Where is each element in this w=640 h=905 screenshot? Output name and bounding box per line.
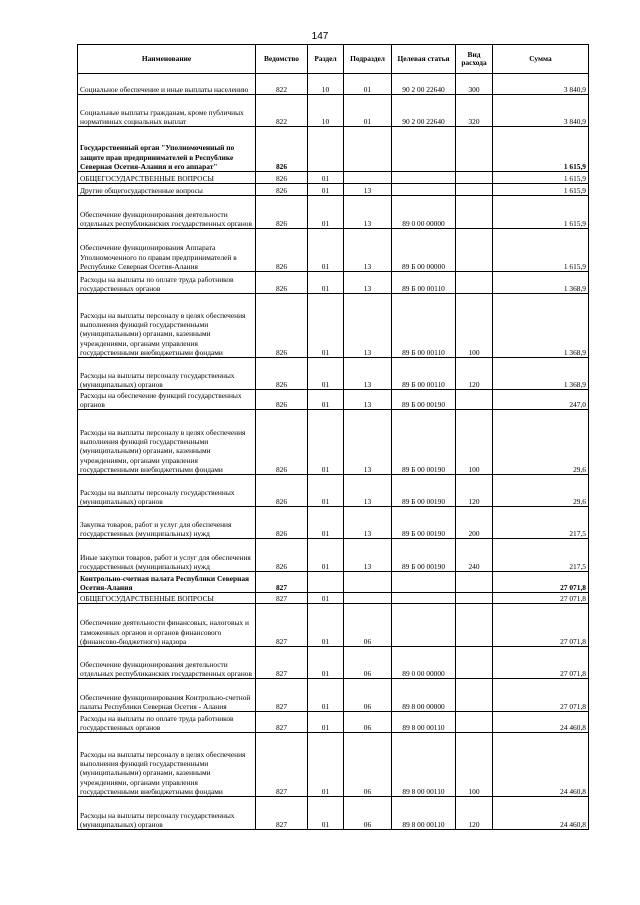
row-expense-type-cell: 200: [456, 507, 493, 539]
header-department: Ведомство: [256, 45, 308, 74]
row-subsection-cell: 13: [344, 272, 392, 294]
table-row: [78, 604, 589, 647]
row-amount-cell: 247,0: [493, 390, 589, 410]
row-department-cell: 827: [256, 604, 308, 647]
row-department-cell: 826: [256, 127, 308, 172]
row-department-cell: 826: [256, 196, 308, 229]
row-department-cell: 826: [256, 172, 308, 184]
row-name-cell: Закупка товаров, работ и услуг для обеспечения государственных (муниципальных) нужд: [78, 507, 256, 539]
row-target-item-cell: 89 Б 00 00110: [392, 358, 456, 390]
row-expense-type-cell: 100: [456, 410, 493, 475]
row-target-item-cell: 89 Б 00 00190: [392, 539, 456, 572]
row-name-cell: Расходы на выплаты персоналу государственных (муниципальных) органов: [78, 475, 256, 507]
row-target-item-cell: [392, 572, 456, 593]
row-subsection-cell: 13: [344, 184, 392, 196]
row-department-cell: 826: [256, 229, 308, 272]
row-subsection-cell: 13: [344, 358, 392, 390]
row-amount-cell: 1 368,9: [493, 294, 589, 358]
row-amount-cell: 1 615,9: [493, 184, 589, 196]
row-amount-cell: 24 460,8: [493, 797, 589, 830]
row-name-cell: Обеспечение функционирования Аппарата Уполномоченного по правам предпринимателей в Республике Северная Осетия-Алания: [78, 229, 256, 272]
row-amount-cell: 3 840,9: [493, 74, 589, 95]
row-expense-type-cell: 320: [456, 95, 493, 127]
row-department-cell: 826: [256, 475, 308, 507]
row-amount-cell: 24 460,8: [493, 712, 589, 733]
row-name-cell: Расходы на выплаты персоналу государственных (муниципальных) органов: [78, 358, 256, 390]
row-section-cell: 01: [308, 712, 344, 733]
row-name-cell: Социальное обеспечение и иные выплаты населению: [78, 74, 256, 95]
row-subsection-cell: 13: [344, 539, 392, 572]
row-department-cell: 827: [256, 593, 308, 604]
row-subsection-cell: 06: [344, 712, 392, 733]
row-amount-cell: 1 615,9: [493, 172, 589, 184]
row-department-cell: 822: [256, 95, 308, 127]
row-section-cell: 01: [308, 679, 344, 712]
table-row: [78, 475, 589, 507]
row-expense-type-cell: [456, 390, 493, 410]
row-amount-cell: 1 615,9: [493, 229, 589, 272]
row-amount-cell: 29,6: [493, 410, 589, 475]
row-expense-type-cell: 120: [456, 358, 493, 390]
row-subsection-cell: 13: [344, 390, 392, 410]
row-section-cell: 01: [308, 507, 344, 539]
table-row: [78, 647, 589, 679]
table-row: [78, 733, 589, 797]
row-name-cell: Расходы на выплаты по оплате труда работников государственных органов: [78, 272, 256, 294]
row-section-cell: 01: [308, 410, 344, 475]
table-row: [78, 74, 589, 95]
row-expense-type-cell: [456, 196, 493, 229]
header-row: [78, 45, 589, 74]
row-name-cell: Обеспечение деятельности финансовых, налоговых и таможенных органов и органов финансового (финансово-бюджетного) надзора: [78, 604, 256, 647]
table-row: [78, 196, 589, 229]
row-amount-cell: 27 071,8: [493, 679, 589, 712]
row-name-cell: ОБЩЕГОСУДАРСТВЕННЫЕ ВОПРОСЫ: [78, 172, 256, 184]
row-name-cell: Расходы на выплаты по оплате труда работников государственных органов: [78, 712, 256, 733]
row-section-cell: [308, 572, 344, 593]
header-target-item: Целевая статья: [392, 45, 456, 74]
row-expense-type-cell: 240: [456, 539, 493, 572]
table-row: [78, 593, 589, 604]
row-section-cell: 01: [308, 184, 344, 196]
table-row: [78, 127, 589, 172]
row-amount-cell: 1 615,9: [493, 127, 589, 172]
row-department-cell: 826: [256, 410, 308, 475]
table-row: [78, 712, 589, 733]
row-name-cell: Обеспечение функционирования деятельности отдельных республиканских государственных органов: [78, 196, 256, 229]
row-target-item-cell: [392, 604, 456, 647]
row-expense-type-cell: [456, 184, 493, 196]
row-expense-type-cell: 100: [456, 733, 493, 797]
row-department-cell: 826: [256, 272, 308, 294]
header-subsection: Подраздел: [344, 45, 392, 74]
row-section-cell: 01: [308, 475, 344, 507]
row-subsection-cell: [344, 593, 392, 604]
row-amount-cell: 1 368,9: [493, 272, 589, 294]
row-subsection-cell: 01: [344, 95, 392, 127]
row-section-cell: 01: [308, 390, 344, 410]
row-target-item-cell: 89 Б 00 00000: [392, 229, 456, 272]
row-section-cell: 01: [308, 229, 344, 272]
row-name-cell: Контрольно-счетная палата Республики Северная Осетия-Алания: [78, 572, 256, 593]
row-target-item-cell: 89 Б 00 00110: [392, 294, 456, 358]
row-subsection-cell: 06: [344, 797, 392, 830]
row-subsection-cell: 13: [344, 507, 392, 539]
row-subsection-cell: 06: [344, 733, 392, 797]
row-name-cell: Обеспечение функционирования Контрольно-счетной палаты Республики Северная Осетия - Алания: [78, 679, 256, 712]
row-section-cell: 01: [308, 797, 344, 830]
row-department-cell: 826: [256, 507, 308, 539]
header-expense-type: Вид расхода: [456, 45, 493, 74]
row-name-cell: Расходы на выплаты персоналу в целях обеспечения выполнения функций государственными (муниципальными) органами, казенными учреждениями, органами управления государственными внебюджетными фондами: [78, 733, 256, 797]
row-target-item-cell: 89 Б 00 00190: [392, 475, 456, 507]
row-subsection-cell: 06: [344, 647, 392, 679]
row-section-cell: 01: [308, 539, 344, 572]
table-row: [78, 95, 589, 127]
row-section-cell: 10: [308, 74, 344, 95]
row-amount-cell: 29,6: [493, 475, 589, 507]
table-row: [78, 358, 589, 390]
row-department-cell: 827: [256, 733, 308, 797]
row-name-cell: Социальные выплаты гражданам, кроме публичных нормативных социальных выплат: [78, 95, 256, 127]
row-amount-cell: 1 615,9: [493, 196, 589, 229]
row-expense-type-cell: [456, 712, 493, 733]
row-expense-type-cell: 120: [456, 475, 493, 507]
row-expense-type-cell: [456, 647, 493, 679]
table-row: [78, 229, 589, 272]
row-section-cell: 01: [308, 172, 344, 184]
row-target-item-cell: [392, 593, 456, 604]
budget-table: [77, 44, 589, 830]
row-subsection-cell: [344, 572, 392, 593]
row-expense-type-cell: [456, 604, 493, 647]
row-name-cell: Расходы на выплаты персоналу в целях обеспечения выполнения функций государственными (муниципальными) органами, казенными учреждениями, органами управления государственными внебюджетными фондами: [78, 410, 256, 475]
table-row: [78, 679, 589, 712]
row-target-item-cell: 89 8 00 00000: [392, 679, 456, 712]
row-target-item-cell: 89 8 00 00110: [392, 733, 456, 797]
row-subsection-cell: 06: [344, 679, 392, 712]
table-row: [78, 390, 589, 410]
row-name-cell: Иные закупки товаров, работ и услуг для обеспечения государственных (муниципальных) нужд: [78, 539, 256, 572]
row-name-cell: Обеспечение функционирования деятельности отдельных республиканских государственных органов: [78, 647, 256, 679]
page-number: 147: [311, 31, 329, 42]
row-target-item-cell: 89 0 00 00000: [392, 647, 456, 679]
row-name-cell: Расходы на обеспечение функций государственных органов: [78, 390, 256, 410]
row-target-item-cell: 89 Б 00 00110: [392, 272, 456, 294]
row-subsection-cell: 06: [344, 604, 392, 647]
row-subsection-cell: 13: [344, 294, 392, 358]
row-amount-cell: 1 368,9: [493, 358, 589, 390]
row-section-cell: 01: [308, 604, 344, 647]
row-expense-type-cell: [456, 679, 493, 712]
row-target-item-cell: 89 8 00 00110: [392, 712, 456, 733]
row-section-cell: 01: [308, 294, 344, 358]
row-department-cell: 827: [256, 797, 308, 830]
row-department-cell: 827: [256, 572, 308, 593]
row-section-cell: [308, 127, 344, 172]
row-expense-type-cell: [456, 593, 493, 604]
row-amount-cell: 217,5: [493, 507, 589, 539]
row-target-item-cell: 90 2 00 22640: [392, 95, 456, 127]
table-row: [78, 507, 589, 539]
row-target-item-cell: 89 Б 00 00190: [392, 507, 456, 539]
row-department-cell: 826: [256, 294, 308, 358]
row-amount-cell: 27 071,8: [493, 593, 589, 604]
row-name-cell: ОБЩЕГОСУДАРСТВЕННЫЕ ВОПРОСЫ: [78, 593, 256, 604]
table-row: [78, 539, 589, 572]
table-row: [78, 410, 589, 475]
row-name-cell: Расходы на выплаты персоналу в целях обеспечения выполнения функций государственными (муниципальными) органами, казенными учреждениями, органами управления государственными внебюджетными фондами: [78, 294, 256, 358]
table-row: [78, 184, 589, 196]
row-amount-cell: 217,5: [493, 539, 589, 572]
table-row: [78, 294, 589, 358]
header-section: Раздел: [308, 45, 344, 74]
table-row: [78, 272, 589, 294]
row-department-cell: 827: [256, 647, 308, 679]
row-target-item-cell: 89 Б 00 00190: [392, 410, 456, 475]
row-expense-type-cell: [456, 172, 493, 184]
row-expense-type-cell: 300: [456, 74, 493, 95]
header-name: Наименование: [78, 45, 256, 74]
row-subsection-cell: [344, 172, 392, 184]
row-expense-type-cell: [456, 127, 493, 172]
row-section-cell: 01: [308, 196, 344, 229]
row-subsection-cell: 13: [344, 475, 392, 507]
row-subsection-cell: 13: [344, 410, 392, 475]
row-name-cell: Другие общегосударственные вопросы: [78, 184, 256, 196]
row-department-cell: 822: [256, 74, 308, 95]
table-row: [78, 797, 589, 830]
row-target-item-cell: 89 Б 00 00190: [392, 390, 456, 410]
row-section-cell: 01: [308, 733, 344, 797]
row-target-item-cell: [392, 172, 456, 184]
row-target-item-cell: 89 0 00 00000: [392, 196, 456, 229]
row-amount-cell: 27 071,8: [493, 604, 589, 647]
row-expense-type-cell: 100: [456, 294, 493, 358]
header-amount: Сумма: [493, 45, 589, 74]
row-section-cell: 10: [308, 95, 344, 127]
row-amount-cell: 24 460,8: [493, 733, 589, 797]
row-department-cell: 826: [256, 390, 308, 410]
row-name-cell: Государственный орган "Уполномоченный по защите прав предпринимателей в Республике Северная Осетия-Алания и его аппарат": [78, 127, 256, 172]
row-department-cell: 826: [256, 358, 308, 390]
row-department-cell: 827: [256, 712, 308, 733]
row-target-item-cell: [392, 127, 456, 172]
row-subsection-cell: [344, 127, 392, 172]
row-subsection-cell: 13: [344, 229, 392, 272]
row-section-cell: 01: [308, 358, 344, 390]
row-section-cell: 01: [308, 593, 344, 604]
row-name-cell: Расходы на выплаты персоналу государственных (муниципальных) органов: [78, 797, 256, 830]
row-subsection-cell: 01: [344, 74, 392, 95]
table-body: [78, 74, 589, 830]
row-department-cell: 827: [256, 679, 308, 712]
row-amount-cell: 3 840,9: [493, 95, 589, 127]
row-section-cell: 01: [308, 272, 344, 294]
row-expense-type-cell: [456, 229, 493, 272]
table-row: [78, 172, 589, 184]
row-department-cell: 826: [256, 539, 308, 572]
row-target-item-cell: [392, 184, 456, 196]
row-amount-cell: 27 071,8: [493, 647, 589, 679]
row-expense-type-cell: 120: [456, 797, 493, 830]
row-target-item-cell: 90 2 00 22640: [392, 74, 456, 95]
row-subsection-cell: 13: [344, 196, 392, 229]
row-target-item-cell: 89 8 00 00110: [392, 797, 456, 830]
table-row: [78, 572, 589, 593]
row-department-cell: 826: [256, 184, 308, 196]
row-amount-cell: 27 071,8: [493, 572, 589, 593]
row-expense-type-cell: [456, 572, 493, 593]
row-section-cell: 01: [308, 647, 344, 679]
row-expense-type-cell: [456, 272, 493, 294]
